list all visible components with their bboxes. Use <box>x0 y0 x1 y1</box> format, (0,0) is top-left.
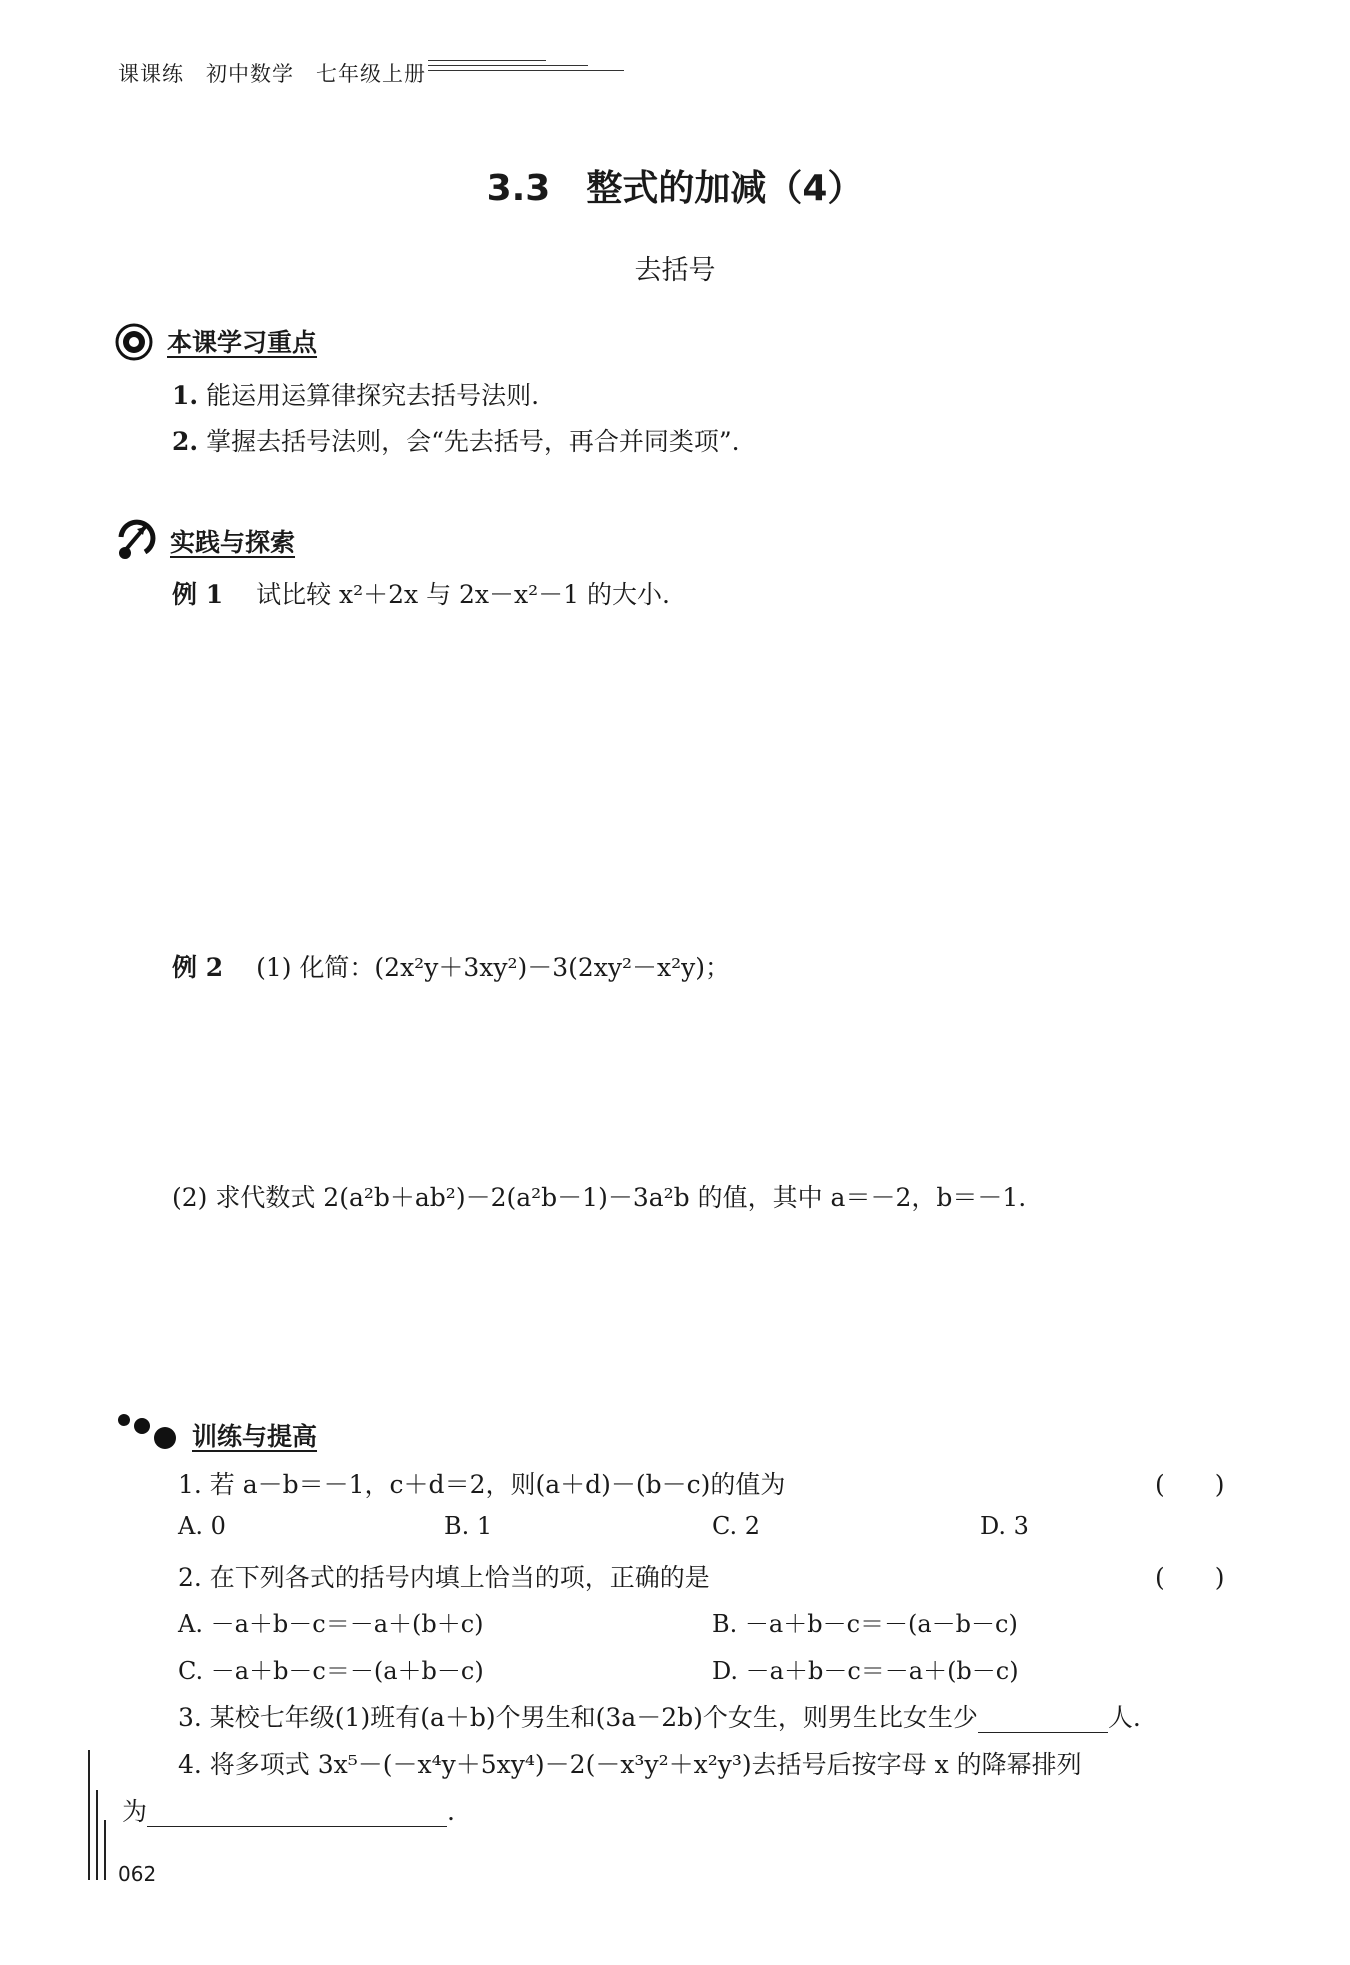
question-3-suffix: 人. <box>1107 1703 1141 1732</box>
q1-option-d: D. 3 <box>980 1512 1029 1540</box>
example-2 <box>172 948 730 984</box>
question-1: 1. 若 a－b＝－1，c＋d＝2，则(a＋d)－(b－c)的值为 <box>178 1470 786 1499</box>
question-4-blank[interactable] <box>147 1797 447 1827</box>
q2-option-d: D. －a＋b－c＝－a＋(b－c) <box>712 1657 1019 1685</box>
lesson-title: 3.3 整式的加减（4） <box>486 168 864 209</box>
question-2-answer-paren: ( ) <box>1155 1563 1225 1592</box>
question-3-text: 3. 某校七年级(1)班有(a＋b)个男生和(3a－2b)个女生，则男生比女生少 <box>178 1703 978 1732</box>
arrow-icon <box>115 517 161 559</box>
header-rule <box>428 60 624 82</box>
dots-icon <box>115 1410 185 1452</box>
focus-item-1-num: 1. <box>172 381 199 410</box>
question-4-line-2 <box>122 1792 455 1828</box>
question-4-line-1: 4. 将多项式 3x⁵－(－x⁴y＋5xy⁴)－2(－x³y²＋x²y³)去括号后按字母 x 的降幂排列 <box>178 1750 1082 1779</box>
example-1 <box>172 575 670 611</box>
q1-option-b: B. 1 <box>444 1512 493 1540</box>
page-number: 062 <box>118 1862 157 1886</box>
q2-option-b: B. －a＋b－c＝－(a－b－c) <box>712 1610 1018 1638</box>
example-2-part-2: (2) 求代数式 2(a²b＋ab²)－2(a²b－1)－3a²b 的值，其中 a＝－2，b＝－1. <box>172 1183 1027 1212</box>
focus-item-1-text: 能运用运算律探究去括号法则. <box>206 381 540 410</box>
target-icon <box>115 323 153 361</box>
question-4-prefix: 为 <box>122 1797 148 1826</box>
q2-option-c: C. －a＋b－c＝－(a＋b－c) <box>178 1657 484 1685</box>
margin-bar-3 <box>104 1820 106 1880</box>
lesson-subtitle: 去括号 <box>634 255 716 286</box>
focus-item-1 <box>172 376 539 412</box>
example-2-label: 例 2 <box>172 953 224 982</box>
q1-option-c: C. 2 <box>712 1512 761 1540</box>
question-3-blank[interactable] <box>978 1703 1108 1733</box>
running-header: 课课练 初中数学 七年级上册 <box>118 62 426 86</box>
question-2: 2. 在下列各式的括号内填上恰当的项，正确的是 <box>178 1563 710 1592</box>
focus-item-2-text: 掌握去括号法则，会“先去括号，再合并同类项”. <box>206 427 740 456</box>
margin-bar-1 <box>88 1750 90 1880</box>
example-1-text: 试比较 x²＋2x 与 2x－x²－1 的大小. <box>256 580 670 609</box>
focus-item-2 <box>172 422 740 458</box>
section-title-focus: 本课学习重点 <box>167 328 318 357</box>
example-2-part-1: (1) 化简：(2x²y＋3xy²)－3(2xy²－x²y)； <box>256 953 731 982</box>
question-3 <box>178 1698 1141 1734</box>
question-4-suffix: . <box>447 1797 455 1826</box>
margin-bar-2 <box>96 1790 98 1880</box>
section-title-training: 训练与提高 <box>192 1422 318 1451</box>
q1-option-a: A. 0 <box>178 1512 226 1540</box>
q2-option-a: A. －a＋b－c＝－a＋(b＋c) <box>178 1610 484 1638</box>
focus-item-2-num: 2. <box>172 427 199 456</box>
question-1-answer-paren: ( ) <box>1155 1470 1225 1499</box>
section-title-practice: 实践与探索 <box>170 528 296 557</box>
example-1-label: 例 1 <box>172 580 224 609</box>
